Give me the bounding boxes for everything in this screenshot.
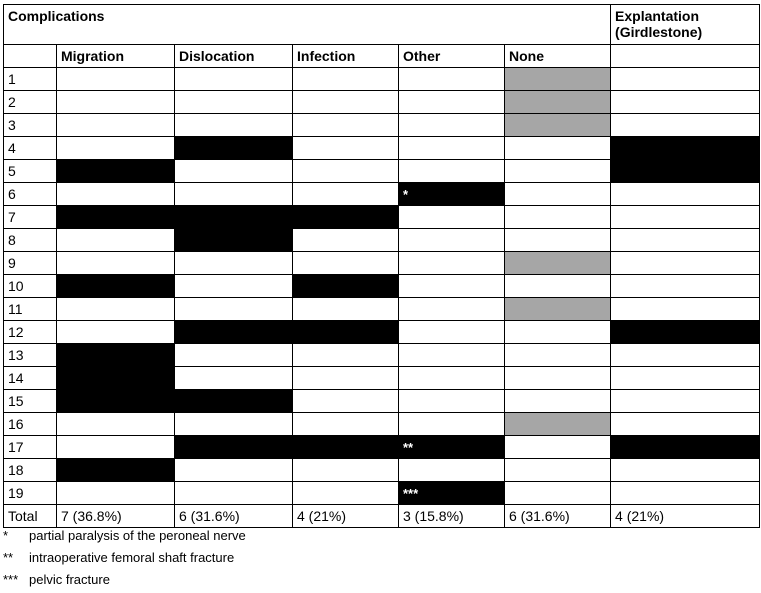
table-row [4, 298, 760, 321]
table-cell [57, 298, 175, 321]
table-cell [175, 91, 293, 114]
row-number: 6 [4, 183, 57, 206]
table-cell [175, 252, 293, 275]
table-cell: * [399, 183, 505, 206]
row-number: 15 [4, 390, 57, 413]
table-cell [57, 229, 175, 252]
table-cell [57, 367, 175, 390]
table-cell [399, 321, 505, 344]
title-row [4, 5, 760, 45]
table-cell [293, 160, 399, 183]
column-header-other: Other [399, 45, 505, 68]
table-row [4, 459, 760, 482]
table-cell [175, 367, 293, 390]
column-header-infection: Infection [293, 45, 399, 68]
table-cell [57, 321, 175, 344]
table-cell [293, 482, 399, 505]
table-cell [611, 413, 760, 436]
table-cell [175, 114, 293, 137]
table-cell [57, 183, 175, 206]
table-cell [293, 344, 399, 367]
totals-label: Total [4, 505, 57, 528]
table-cell [505, 482, 611, 505]
table-row [4, 137, 760, 160]
footnote-symbol: * [3, 528, 9, 543]
table-cell [399, 160, 505, 183]
footnote [3, 569, 246, 591]
table-cell [505, 298, 611, 321]
table-cell [175, 436, 293, 459]
table-cell [505, 436, 611, 459]
table-row [4, 344, 760, 367]
row-number: 14 [4, 367, 57, 390]
table-cell [175, 137, 293, 160]
table-cell [57, 390, 175, 413]
footnote-symbol: ** [3, 550, 14, 565]
table-cell [293, 321, 399, 344]
table-cell [505, 114, 611, 137]
table-row [4, 229, 760, 252]
footnote-symbol: *** [3, 572, 19, 587]
table-row [4, 367, 760, 390]
row-label-header [4, 45, 57, 68]
table-cell [293, 91, 399, 114]
footnote [3, 525, 246, 547]
table-row [4, 436, 760, 459]
table-cell [399, 252, 505, 275]
table-cell [175, 275, 293, 298]
table-cell [399, 344, 505, 367]
row-number: 12 [4, 321, 57, 344]
table-cell [611, 206, 760, 229]
table-cell [399, 114, 505, 137]
table-row [4, 206, 760, 229]
table-cell: ** [399, 436, 505, 459]
row-number: 3 [4, 114, 57, 137]
table-cell [505, 252, 611, 275]
column-header-row [4, 45, 760, 68]
table-row [4, 252, 760, 275]
table-cell [505, 459, 611, 482]
table-cell [611, 459, 760, 482]
table-cell [293, 137, 399, 160]
row-number: 5 [4, 160, 57, 183]
table-cell [57, 482, 175, 505]
table-row [4, 482, 760, 505]
table-cell [611, 114, 760, 137]
total-value: 4 (21%) [611, 505, 760, 528]
row-number: 8 [4, 229, 57, 252]
row-number: 11 [4, 298, 57, 321]
table-cell [293, 206, 399, 229]
explantation-header: Explantation (Girdlestone) [611, 5, 760, 45]
table-row [4, 413, 760, 436]
table-cell [293, 298, 399, 321]
table-cell [399, 413, 505, 436]
table-row [4, 114, 760, 137]
table-cell [175, 413, 293, 436]
table-row [4, 321, 760, 344]
table-cell [293, 390, 399, 413]
table-cell [293, 183, 399, 206]
total-value: 7 (36.8%) [57, 505, 175, 528]
table-cell [57, 413, 175, 436]
table-cell [57, 160, 175, 183]
table-cell [57, 344, 175, 367]
row-number: 16 [4, 413, 57, 436]
footnote-text: pelvic fracture [29, 572, 110, 587]
table-cell [399, 137, 505, 160]
table-cell [175, 344, 293, 367]
table-cell [57, 436, 175, 459]
table-cell [399, 68, 505, 91]
table-cell [611, 252, 760, 275]
table-cell [175, 68, 293, 91]
table-cell [611, 436, 760, 459]
row-number: 7 [4, 206, 57, 229]
table-row [4, 183, 760, 206]
total-value: 3 (15.8%) [399, 505, 505, 528]
table-cell [175, 482, 293, 505]
table-cell [505, 229, 611, 252]
table-cell [611, 229, 760, 252]
table-row [4, 68, 760, 91]
table-cell [611, 183, 760, 206]
table-cell [175, 459, 293, 482]
table-cell [293, 413, 399, 436]
table-cell [611, 298, 760, 321]
table-cell [505, 344, 611, 367]
table-cell [505, 137, 611, 160]
table-cell [505, 367, 611, 390]
table-cell [293, 275, 399, 298]
table-cell [57, 459, 175, 482]
table-cell [611, 390, 760, 413]
table-row [4, 160, 760, 183]
table-cell [611, 344, 760, 367]
table-cell [399, 298, 505, 321]
table-cell [57, 275, 175, 298]
table-cell [505, 68, 611, 91]
table-cell [399, 91, 505, 114]
table-cell [399, 367, 505, 390]
table-cell [175, 183, 293, 206]
table-cell [399, 206, 505, 229]
row-number: 10 [4, 275, 57, 298]
table-cell [293, 459, 399, 482]
table-cell [57, 68, 175, 91]
table-cell [505, 183, 611, 206]
row-number: 13 [4, 344, 57, 367]
table-cell [293, 68, 399, 91]
table-cell [611, 160, 760, 183]
table-cell [611, 367, 760, 390]
table-cell [399, 229, 505, 252]
column-header-explantation-blank [611, 45, 760, 68]
table-row [4, 275, 760, 298]
table-cell [57, 252, 175, 275]
table-cell [611, 91, 760, 114]
total-value: 4 (21%) [293, 505, 399, 528]
row-number: 2 [4, 91, 57, 114]
row-number: 1 [4, 68, 57, 91]
table-cell [293, 367, 399, 390]
table-cell [175, 229, 293, 252]
table-cell [505, 275, 611, 298]
footnote [3, 547, 246, 569]
table-cell [505, 321, 611, 344]
table-cell [175, 160, 293, 183]
row-number: 18 [4, 459, 57, 482]
total-value: 6 (31.6%) [505, 505, 611, 528]
row-number: 19 [4, 482, 57, 505]
table-cell [505, 160, 611, 183]
table-cell [175, 206, 293, 229]
table-cell [505, 206, 611, 229]
table-cell [611, 137, 760, 160]
table-cell [505, 413, 611, 436]
table-cell [293, 229, 399, 252]
table-cell [505, 390, 611, 413]
table-cell [293, 436, 399, 459]
table-cell [505, 91, 611, 114]
table-cell [399, 390, 505, 413]
table-cell [175, 321, 293, 344]
table-cell [611, 68, 760, 91]
footnote-text: intraoperative femoral shaft fracture [29, 550, 235, 565]
table-cell [57, 137, 175, 160]
table-cell [611, 321, 760, 344]
row-number: 17 [4, 436, 57, 459]
footnote-text: partial paralysis of the peroneal nerve [29, 528, 246, 543]
table-cell [399, 275, 505, 298]
table-cell [57, 91, 175, 114]
table-cell [175, 390, 293, 413]
table-cell [57, 114, 175, 137]
row-number: 9 [4, 252, 57, 275]
table-row [4, 390, 760, 413]
complications-table [3, 4, 760, 528]
footnotes [3, 525, 246, 591]
column-header-migration: Migration [57, 45, 175, 68]
table-row [4, 91, 760, 114]
table-cell [175, 298, 293, 321]
table-cell [293, 252, 399, 275]
table-cell: *** [399, 482, 505, 505]
table-cell [293, 114, 399, 137]
table-cell [611, 275, 760, 298]
total-value: 6 (31.6%) [175, 505, 293, 528]
complications-title: Complications [4, 5, 611, 45]
table-cell [399, 459, 505, 482]
column-header-dislocation: Dislocation [175, 45, 293, 68]
row-number: 4 [4, 137, 57, 160]
column-header-none: None [505, 45, 611, 68]
table-cell [611, 482, 760, 505]
table-cell [57, 206, 175, 229]
